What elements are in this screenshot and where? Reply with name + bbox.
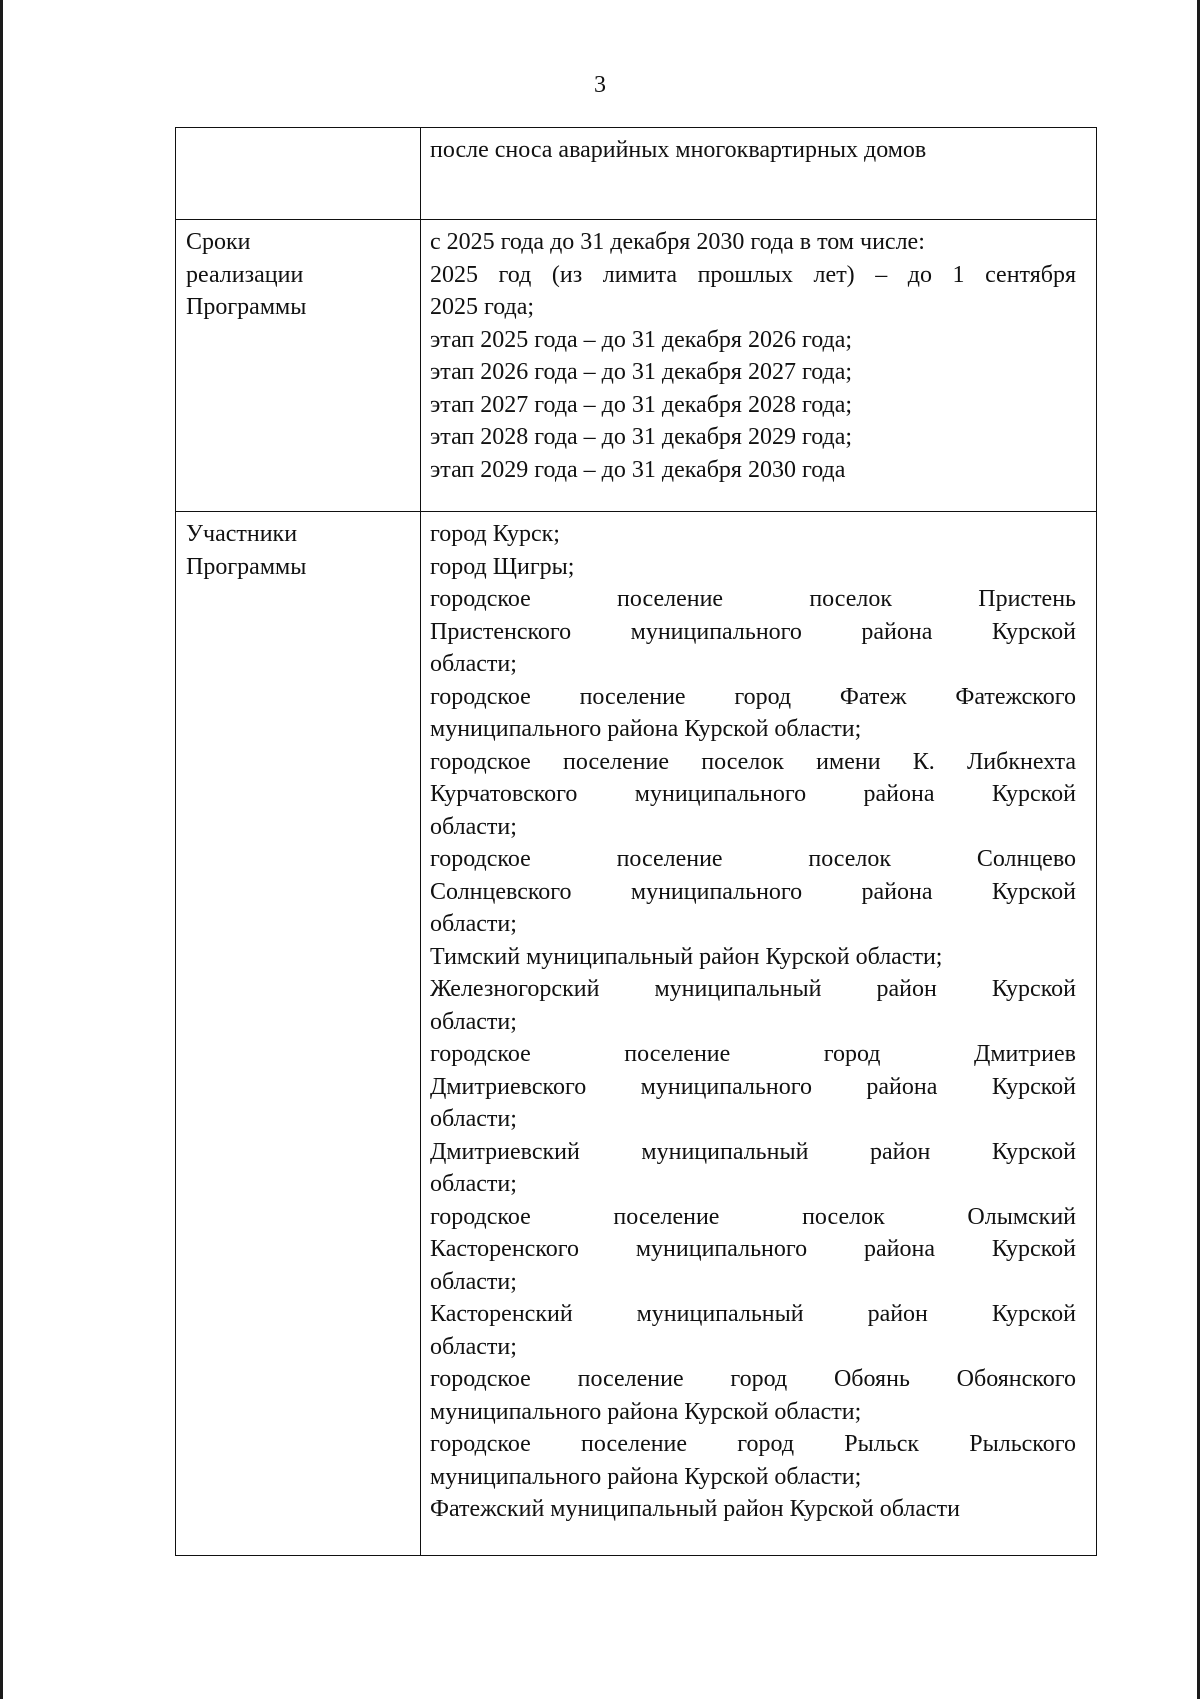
row-content-cell bbox=[421, 220, 1096, 511]
content-line: Железногорский муниципальный район Курской bbox=[430, 976, 1076, 1002]
row-label-cell bbox=[176, 128, 421, 219]
row-content-cell bbox=[421, 512, 1096, 1555]
content-line: Солнцевского муниципального района Курской bbox=[430, 878, 1076, 905]
scan-edge-left bbox=[0, 0, 3, 1699]
content-line: 2025 год (из лимита прошлых лет) – до 1 сентября bbox=[430, 261, 1076, 288]
content-line: городское поселение город Обоянь Обоянского bbox=[430, 1366, 1076, 1392]
content-line: Касторенский муниципальный район Курской bbox=[430, 1301, 1076, 1327]
row-label-line: Сроки bbox=[186, 229, 251, 255]
content-line: области; bbox=[430, 651, 517, 677]
program-passport-table bbox=[175, 127, 1097, 1556]
content-line: городское поселение город Рыльск Рыльского bbox=[430, 1431, 1076, 1457]
content-line: этап 2029 года – до 31 декабря 2030 года bbox=[430, 456, 846, 483]
content-line: городское поселение поселок Солнцево bbox=[430, 846, 1076, 872]
row-label-cell bbox=[176, 220, 421, 511]
content-line: области; bbox=[430, 813, 517, 840]
content-line: Тимский муниципальный район Курской области; bbox=[430, 943, 943, 970]
content-line: городское поселение поселок Пристень bbox=[430, 586, 1076, 612]
content-line: области; bbox=[430, 1268, 517, 1295]
content-line: области; bbox=[430, 1333, 517, 1360]
row-label-cell bbox=[176, 512, 421, 1555]
content-line: области; bbox=[430, 1106, 517, 1132]
content-line: Пристенского муниципального района Курской bbox=[430, 618, 1076, 645]
page-number: 3 bbox=[594, 72, 606, 98]
content-line: муниципального района Курской области; bbox=[430, 1463, 862, 1490]
content-line: городское поселение поселок Олымский bbox=[430, 1203, 1076, 1230]
content-line: Фатежский муниципальный район Курской области bbox=[430, 1496, 960, 1522]
row-label-line: Программы bbox=[186, 294, 307, 320]
content-line: после сноса аварийных многоквартирных домов bbox=[430, 137, 927, 163]
content-line: Дмитриевского муниципального района Курской bbox=[430, 1073, 1076, 1100]
content-line: муниципального района Курской области; bbox=[430, 1398, 862, 1425]
table-row bbox=[176, 219, 1096, 511]
content-line: город Щигры; bbox=[430, 553, 575, 580]
row-content-cell bbox=[421, 128, 1096, 219]
content-line: области; bbox=[430, 1171, 517, 1197]
row-label-line: Программы bbox=[186, 553, 307, 580]
content-line: с 2025 года до 31 декабря 2030 года в том числе: bbox=[430, 229, 925, 255]
content-line: Дмитриевский муниципальный район Курской bbox=[430, 1138, 1076, 1165]
content-line: этап 2028 года – до 31 декабря 2029 года; bbox=[430, 424, 853, 450]
table-row bbox=[176, 511, 1096, 1555]
row-label-line: Участники bbox=[186, 521, 298, 547]
content-line: Касторенского муниципального района Курской bbox=[430, 1236, 1076, 1262]
content-line: городское поселение город Дмитриев bbox=[430, 1041, 1076, 1067]
row-label-line: реализации bbox=[186, 261, 304, 288]
content-line: городское поселение поселок имени К. Либкнехта bbox=[430, 748, 1076, 775]
content-line: 2025 года; bbox=[430, 294, 535, 320]
content-line: этап 2025 года – до 31 декабря 2026 года; bbox=[430, 326, 853, 353]
table-row bbox=[176, 128, 1096, 219]
content-line: этап 2027 года – до 31 декабря 2028 года; bbox=[430, 391, 853, 418]
content-line: области; bbox=[430, 1008, 517, 1035]
content-line: муниципального района Курской области; bbox=[430, 716, 862, 742]
content-line: области; bbox=[430, 911, 517, 937]
content-line: городское поселение город Фатеж Фатежского bbox=[430, 683, 1076, 710]
content-line: этап 2026 года – до 31 декабря 2027 года; bbox=[430, 359, 853, 385]
content-line: Курчатовского муниципального района Курской bbox=[430, 781, 1076, 807]
content-line: город Курск; bbox=[430, 521, 560, 547]
